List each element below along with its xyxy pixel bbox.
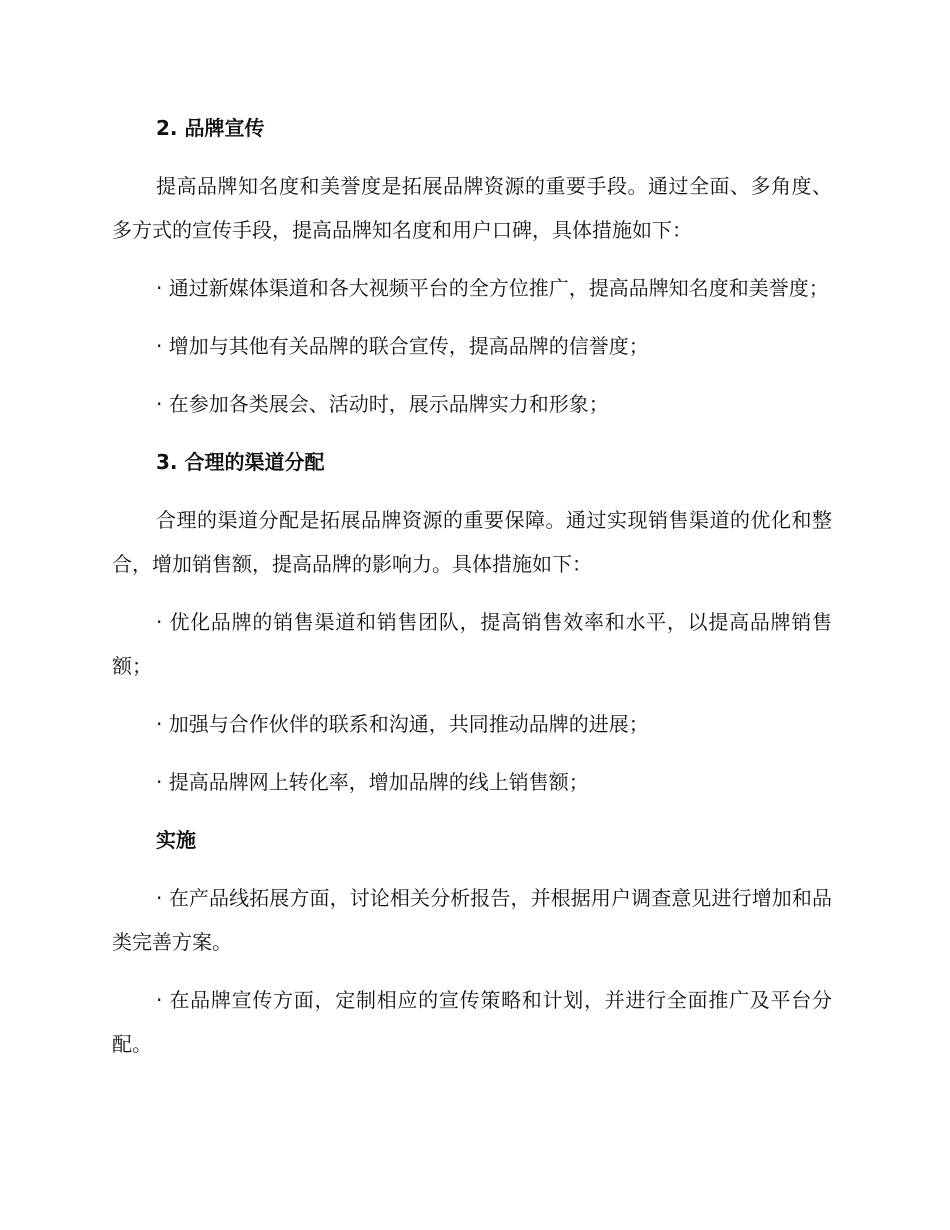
section-heading-channel-allocation: 3. 合理的渠道分配 <box>156 450 325 474</box>
bullet-item: · 在参加各类展会、活动时，展示品牌实力和形象； <box>156 392 609 416</box>
bullet-item: · 提高品牌网上转化率，增加品牌的线上销售额； <box>156 770 589 794</box>
document-page <box>112 106 832 1066</box>
bullet-item: · 优化品牌的销售渠道和销售团队，提高销售效率和水平，以提高品牌销售额； <box>112 610 832 678</box>
paragraph: 提高品牌知名度和美誉度是拓展品牌资源的重要手段。通过全面、多角度、多方式的宣传手段，提高品牌知名度和用户口碑，具体措施如下： <box>112 174 832 242</box>
bullet-item: · 增加与其他有关品牌的联合宣传，提高品牌的信誉度； <box>156 334 649 358</box>
bullet-item: · 在产品线拓展方面，讨论相关分析报告，并根据用户调查意见进行增加和品类完善方案。 <box>112 886 832 954</box>
bullet-item: · 通过新媒体渠道和各大视频平台的全方位推广，提高品牌知名度和美誉度； <box>156 276 829 300</box>
section-heading-implementation: 实施 <box>156 828 196 852</box>
bullet-item: · 在品牌宣传方面，定制相应的宣传策略和计划，并进行全面推广及平台分配。 <box>112 988 832 1056</box>
paragraph: 合理的渠道分配是拓展品牌资源的重要保障。通过实现销售渠道的优化和整合，增加销售额，提高品牌的影响力。具体措施如下： <box>112 508 832 576</box>
bullet-item: · 加强与合作伙伴的联系和沟通，共同推动品牌的进展； <box>156 712 649 736</box>
section-heading-brand-promotion: 2. 品牌宣传 <box>156 116 265 140</box>
